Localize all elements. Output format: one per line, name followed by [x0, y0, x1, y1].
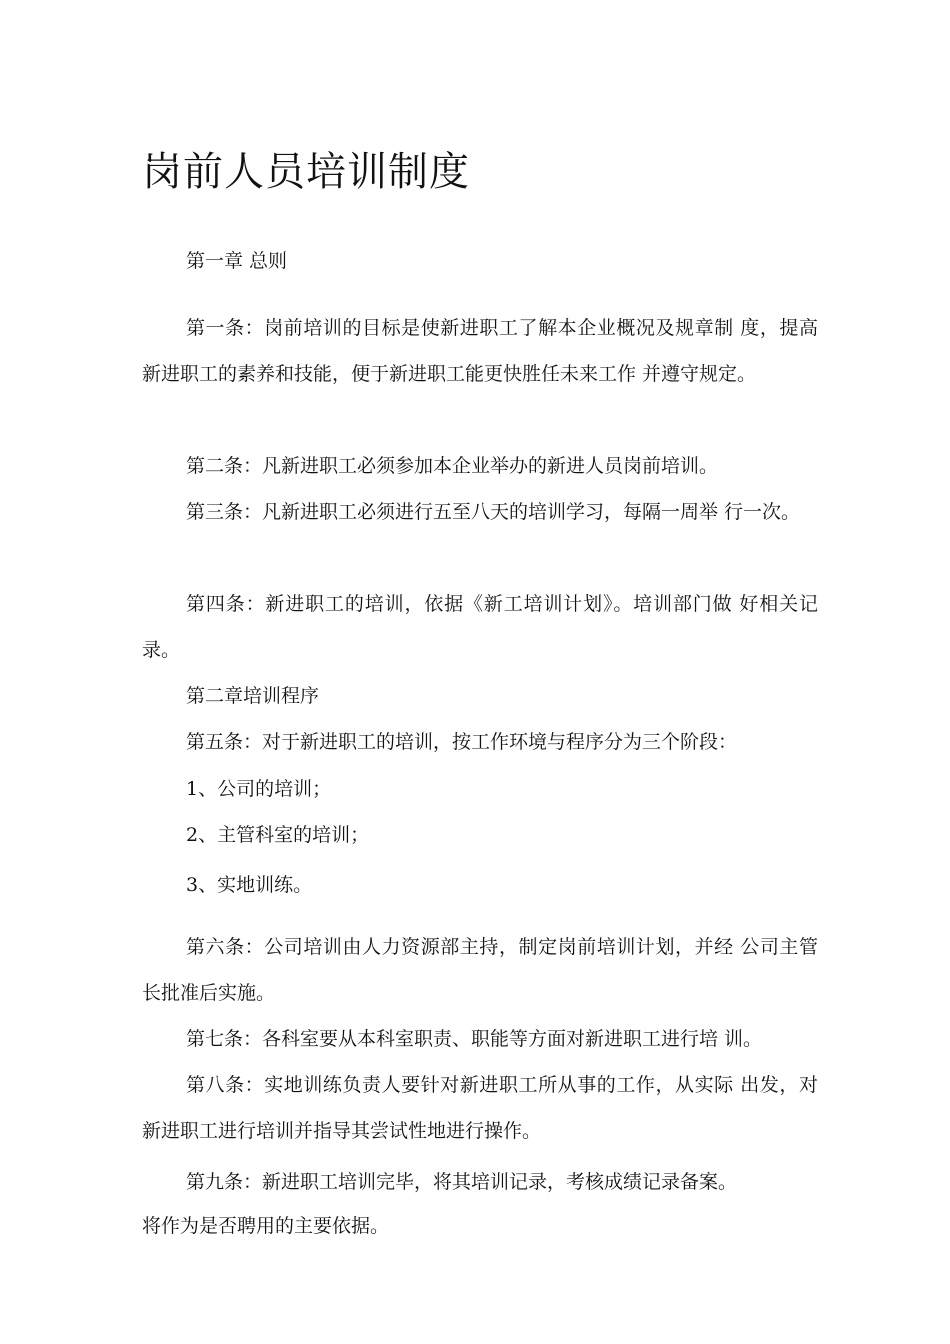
article-5: 第五条：对于新进职工的培训，按工作环境与程序分为三个阶段： [186, 731, 738, 753]
document-title: 岗前人员培训制度 [142, 149, 470, 195]
article-9: 第九条：新进职工培训完毕，将其培训记录，考核成绩记录备案。 [186, 1171, 738, 1193]
article-8: 第八条：实地训练负责人要针对新进职工所从事的工作，从实际 出发，对新进职工进行培训并指导其尝试性地进行操作。 [142, 1074, 818, 1142]
article-3: 第三条：凡新进职工必须进行五至八天的培训学习，每隔一周举 行一次。 [186, 501, 801, 523]
article-6: 第六条：公司培训由人力资源部主持，制定岗前培训计划，并经 公司主管长批准后实施。 [142, 936, 818, 1004]
article-4: 第四条：新进职工的培训，依据《新工培训计划》。培训部门做 好相关记录。 [142, 593, 818, 661]
chapter-2-heading: 第二章培训程序 [186, 685, 320, 707]
article-1: 第一条：岗前培训的目标是使新进职工了解本企业概况及规章制 度，提高新进职工的素养和技能，便于新进职工能更快胜任未来工作 并遵守规定。 [142, 317, 818, 385]
stage-2-item: 2、主管科室的培训； [186, 824, 370, 846]
article-2: 第二条：凡新进职工必须参加本企业举办的新进人员岗前培训。 [186, 455, 719, 477]
article-9-continuation: 将作为是否聘用的主要依据。 [142, 1215, 390, 1237]
chapter-1-heading: 第一章 总则 [186, 250, 288, 272]
stage-1-item: 1、公司的培训； [186, 778, 332, 800]
stage-3-item: 3、实地训练。 [186, 874, 313, 896]
article-7: 第七条：各科室要从本科室职责、职能等方面对新进职工进行培 训。 [186, 1028, 763, 1050]
